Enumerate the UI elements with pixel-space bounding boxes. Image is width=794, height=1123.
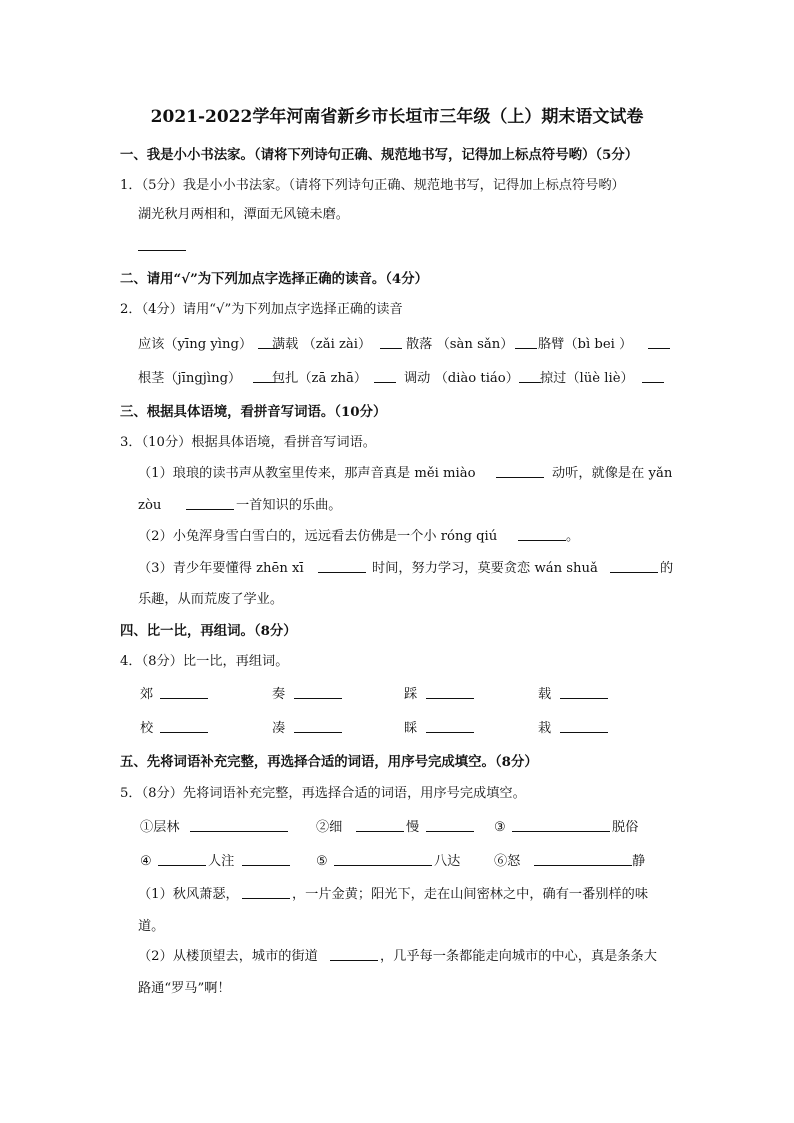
idiom-4b: 人注 [208, 854, 235, 869]
item-3-3-text-4: 乐趣，从而荒废了学业。 [138, 592, 284, 607]
answer-blank[interactable] [186, 497, 234, 516]
answer-blank[interactable] [380, 336, 402, 355]
fill-5-2-text: （2）从楼顶望去，城市的街道 [138, 949, 318, 964]
answer-blank[interactable] [512, 819, 610, 838]
answer-blank[interactable] [496, 465, 544, 484]
item-3-2-text: （2）小兔浑身雪白雪白的，远远看去仿佛是一个小 róng qiú [138, 529, 498, 544]
answer-blank[interactable] [160, 686, 208, 705]
fill-5-1-text-2: ，一片金黄；阳光下，走在山间密林之中，确有一番别样的味 [292, 887, 649, 902]
answer-blank[interactable] [356, 819, 404, 838]
item-3-1-text-3: zòu [138, 498, 162, 513]
idiom-1: ①层林 [140, 820, 180, 835]
question-1: 1．（5分）我是小小书法家。（请将下列诗句正确、规范地书写，记得加上标点符号哟） [120, 178, 625, 193]
pinyin-item: 散落 （sàn sǎn） [406, 337, 514, 352]
answer-blank[interactable] [160, 720, 208, 739]
poem-line: 湖光秋月两相和，潭面无风镜未磨。 [138, 207, 349, 222]
char-item: 校 [140, 721, 154, 736]
answer-blank[interactable] [560, 686, 608, 705]
idiom-6a: ⑥怒 [494, 854, 521, 869]
answer-blank[interactable] [610, 560, 658, 579]
answer-blank[interactable] [515, 336, 537, 355]
idiom-2b: 慢 [406, 820, 420, 835]
answer-blank[interactable] [334, 853, 432, 872]
section-1-heading: 一、我是小小书法家。（请将下列诗句正确、规范地书写，记得加上标点符号哟）（5分） [120, 147, 639, 163]
answer-blank[interactable] [426, 686, 474, 705]
char-item: 睬 [404, 721, 418, 736]
idiom-5b: 八达 [434, 854, 461, 869]
pinyin-item: 掠过（lüè liè） [540, 371, 634, 386]
idiom-3b: 脱俗 [612, 820, 639, 835]
pinyin-item: 应该（yīng yìng） [138, 337, 253, 352]
char-item: 郊 [140, 687, 154, 702]
question-4: 4．（8分）比一比，再组词。 [120, 654, 289, 669]
answer-blank[interactable] [318, 560, 366, 579]
answer-blank[interactable] [374, 370, 396, 389]
answer-blank[interactable] [426, 720, 474, 739]
page-title: 2021-2022学年河南省新乡市长垣市三年级（上）期末语文试卷 [150, 107, 644, 127]
answer-blank[interactable] [190, 819, 288, 838]
item-3-3-text: （3）青少年要懂得 zhēn xī [138, 561, 304, 576]
answer-blank[interactable] [294, 720, 342, 739]
question-3: 3．（10分）根据具体语境，看拼音写词语。 [120, 435, 376, 450]
idiom-5a: ⑤ [316, 854, 328, 869]
pinyin-item: 满载 （zǎi zài） [272, 337, 372, 352]
answer-blank[interactable] [519, 370, 541, 389]
answer-blank[interactable] [242, 886, 290, 905]
char-item: 栽 [538, 721, 552, 736]
answer-blank[interactable] [242, 853, 290, 872]
item-3-2-text-2: 。 [566, 529, 580, 544]
fill-5-1-text: （1）秋风萧瑟， [138, 887, 239, 902]
question-5: 5．（8分）先将词语补充完整，再选择合适的词语，用序号完成填空。 [120, 786, 526, 801]
idiom-3a: ③ [494, 820, 506, 835]
char-item: 踩 [404, 687, 418, 702]
answer-blank[interactable] [648, 336, 670, 355]
answer-blank[interactable] [534, 853, 632, 872]
answer-blank[interactable] [518, 528, 566, 547]
item-3-3-text-2: 时间，努力学习，莫要贪恋 wán shuǎ [372, 561, 598, 576]
item-3-1-text-4: 一首知识的乐曲。 [236, 498, 342, 513]
fill-5-2-text-2: ，几乎每一条都能走向城市的中心，真是条条大 [380, 949, 657, 964]
idiom-4a: ④ [140, 854, 152, 869]
pinyin-item: 调动 （diào tiáo） [404, 371, 519, 386]
pinyin-item: 根茎（jīngjìng） [138, 371, 242, 386]
section-2-heading: 二、请用“√”为下列加点字选择正确的读音。（4分） [120, 271, 429, 287]
answer-blank[interactable] [294, 686, 342, 705]
answer-blank[interactable] [158, 853, 206, 872]
answer-blank[interactable] [330, 948, 378, 967]
question-2: 2．（4分）请用“√”为下列加点字选择正确的读音 [120, 302, 403, 317]
pinyin-item: 胳臂（bì bei ） [538, 337, 633, 352]
fill-5-1-text-3: 道。 [138, 919, 165, 934]
pinyin-item: 包扎（zā zhā） [272, 371, 368, 386]
section-3-heading: 三、根据具体语境，看拼音写词语。（10分） [120, 404, 387, 420]
section-4-heading: 四、比一比，再组词。（8分） [120, 623, 297, 639]
idiom-2a: ②细 [316, 820, 343, 835]
answer-blank[interactable] [642, 370, 664, 389]
fill-5-2-text-3: 路通“罗马”啊！ [138, 981, 231, 996]
item-3-1-text: （1）琅琅的读书声从教室里传来，那声音真是 měi miào [138, 466, 476, 481]
item-3-1-text-2: 动听，就像是在 yǎn [552, 466, 673, 481]
answer-blank[interactable] [138, 238, 186, 257]
answer-blank[interactable] [560, 720, 608, 739]
char-item: 载 [538, 687, 552, 702]
char-item: 凑 [272, 721, 286, 736]
item-3-3-text-3: 的 [660, 561, 674, 576]
section-5-heading: 五、先将词语补充完整，再选择合适的词语，用序号完成填空。（8分） [120, 754, 538, 770]
idiom-6b: 静 [632, 854, 646, 869]
char-item: 奏 [272, 687, 286, 702]
answer-blank[interactable] [426, 819, 474, 838]
